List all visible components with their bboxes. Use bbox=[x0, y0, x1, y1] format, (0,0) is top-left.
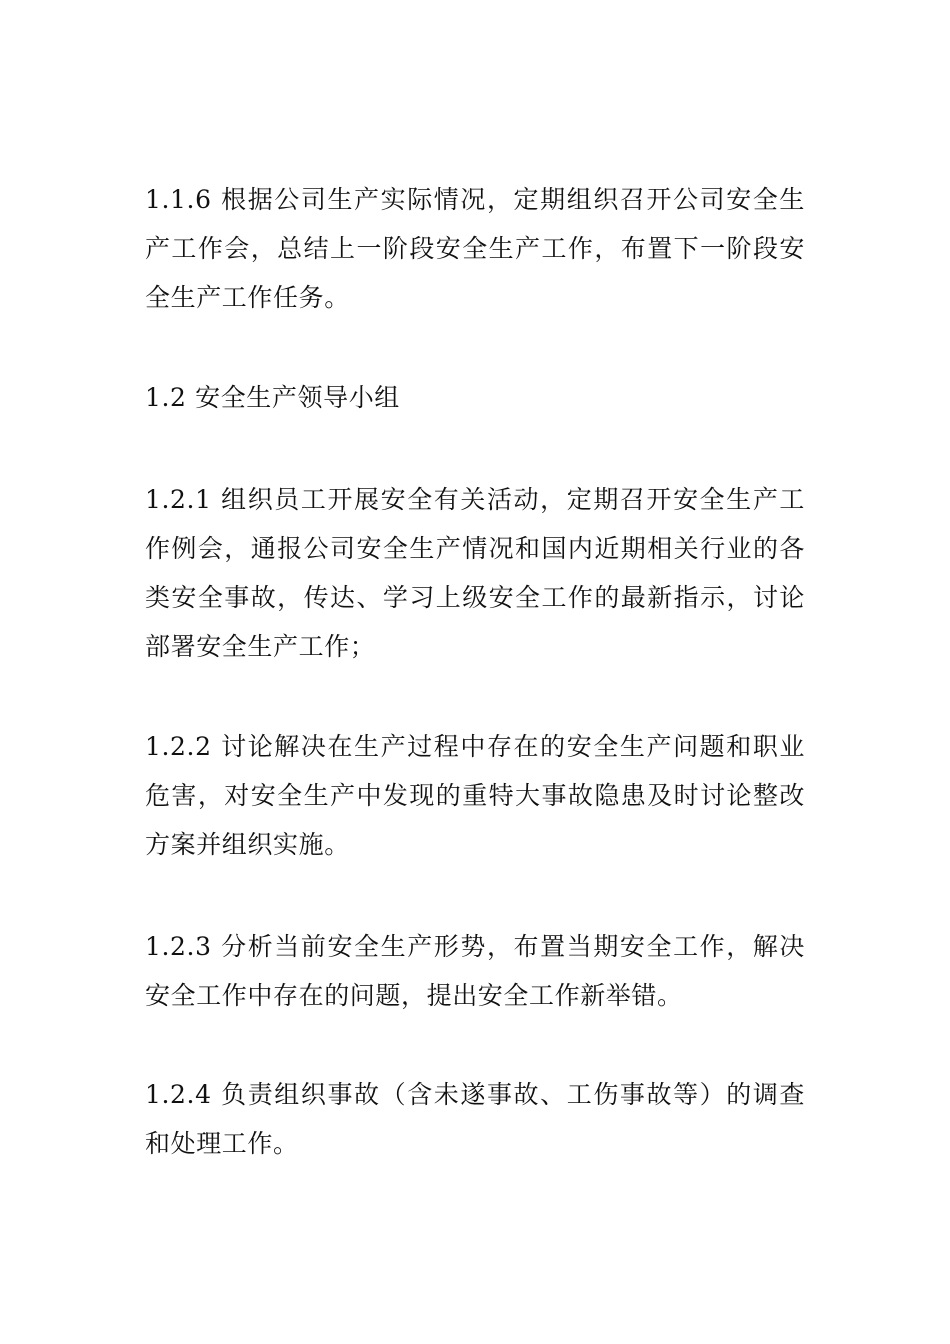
paragraph-1-2-3: 1.2.3 分析当前安全生产形势，布置当期安全工作，解决安全工作中存在的问题，提出安全工作新举错。 bbox=[145, 932, 805, 1010]
paragraph-1-2-1: 1.2.1 组织员工开展安全有关活动，定期召开安全生产工作例会，通报公司安全生产情况和国内近期相关行业的各类安全事故，传达、学习上级安全工作的最新指示，讨论部署安全生产工作； bbox=[145, 485, 805, 661]
section-heading-1-2: 1.2 安全生产领导小组 bbox=[145, 383, 400, 412]
paragraph-1-2-4: 1.2.4 负责组织事故（含未遂事故、工伤事故等）的调查和处理工作。 bbox=[145, 1080, 805, 1158]
paragraph-1-2-2: 1.2.2 讨论解决在生产过程中存在的安全生产问题和职业危害，对安全生产中发现的重特大事故隐患及时讨论整改方案并组织实施。 bbox=[145, 732, 805, 859]
paragraph-1-1-6: 1.1.6 根据公司生产实际情况，定期组织召开公司安全生产工作会，总结上一阶段安全生产工作，布置下一阶段安全生产工作任务。 bbox=[145, 185, 805, 312]
